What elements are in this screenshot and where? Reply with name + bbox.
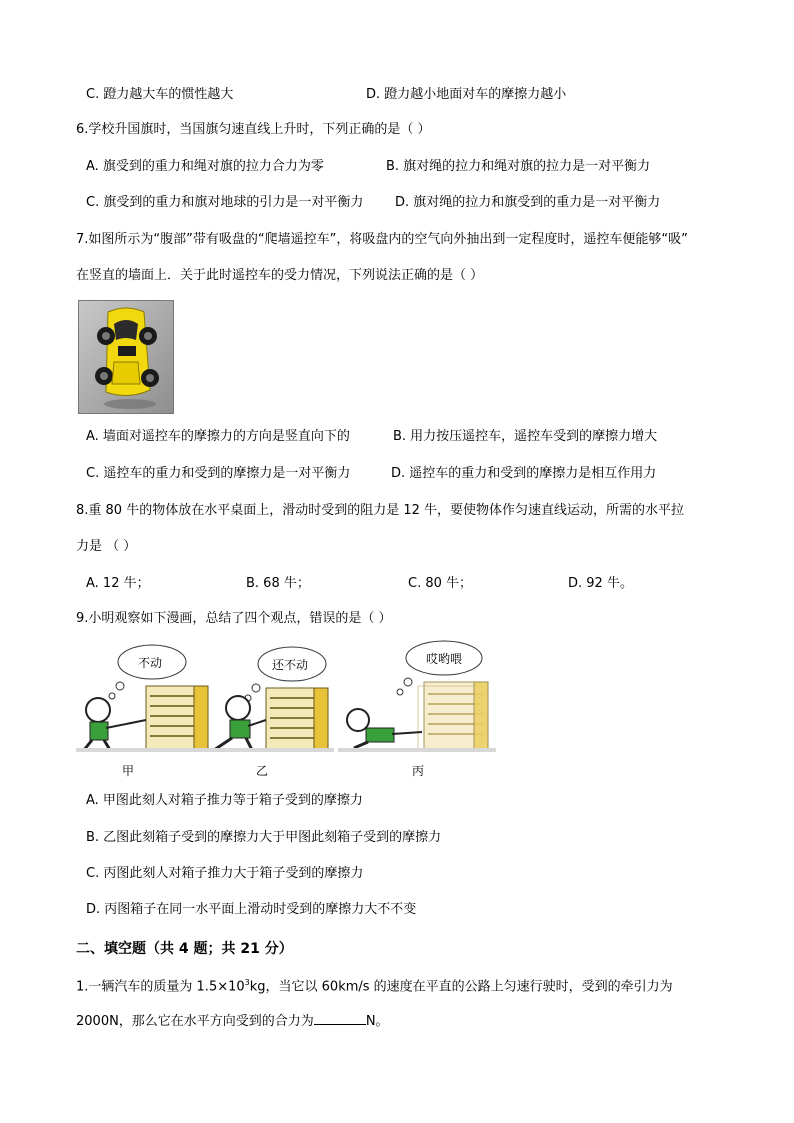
q8-option-a: A. 12 牛； <box>86 576 150 591</box>
fill-q1-exponent: 3 <box>244 978 250 987</box>
q9-option-b: B. 乙图此刻箱子受到的摩擦力大于甲图此刻箱子受到的摩擦力 <box>86 830 442 845</box>
q9-option-d: D. 丙图箱子在同一水平面上滑动时受到的摩擦力大不不变 <box>86 902 417 917</box>
q6-option-b: B. 旗对绳的拉力和绳对旗的拉力是一对平衡力 <box>386 159 651 174</box>
q9-stem: 9.小明观察如下漫画，总结了四个观点，错误的是（ ） <box>76 611 392 626</box>
q5-option-c: C. 蹬力越大车的惯性越大 <box>86 87 234 102</box>
q8-stem-line2: 力是 （ ） <box>76 539 137 554</box>
q5-option-d: D. 蹬力越小地面对车的摩擦力越小 <box>366 87 567 102</box>
q8-option-c: C. 80 牛； <box>408 576 473 591</box>
caption-jia: 甲 <box>122 764 135 778</box>
q8-stem-line1: 8.重 80 牛的物体放在水平桌面上，滑动时受到的阻力是 12 牛，要使物体作匀速直线运动，所需的水平拉 <box>76 503 685 518</box>
fill-q1-text-a: 1.一辆汽车的质量为 1.5×10 <box>76 979 245 995</box>
wall-climbing-car-image <box>78 300 174 414</box>
q6-option-c: C. 旗受到的重力和旗对地球的引力是一对平衡力 <box>86 195 364 210</box>
fill-q1-line2 <box>76 1012 389 1030</box>
fill-q1-text-c: 2000N，那么它在水平方向受到的合力为 <box>76 1014 314 1029</box>
q9-option-c: C. 丙图此刻人对箱子推力大于箱子受到的摩擦力 <box>86 866 364 881</box>
q6-option-a: A. 旗受到的重力和绳对旗的拉力合力为零 <box>86 159 324 174</box>
bubble-text-bing: 哎哟喂 <box>426 652 463 666</box>
caption-yi: 乙 <box>256 764 269 778</box>
section-2-title: 二、填空题（共 4 题；共 21 分） <box>76 941 293 957</box>
bubble-text-jia: 不动 <box>138 656 163 670</box>
q7-option-c: C. 遥控车的重力和受到的摩擦力是一对平衡力 <box>86 466 351 481</box>
q9-option-a: A. 甲图此刻人对箱子推力等于箱子受到的摩擦力 <box>86 793 363 808</box>
bubble-text-yi: 还不动 <box>272 658 309 672</box>
q7-stem-line2: 在竖直的墙面上．关于此时遥控车的受力情况，下列说法正确的是（ ） <box>76 268 484 283</box>
q8-option-b: B. 68 牛； <box>246 576 310 591</box>
q7-option-d: D. 遥控车的重力和受到的摩擦力是相互作用力 <box>391 466 657 481</box>
fill-q1-line1 <box>76 975 673 995</box>
q7-option-b: B. 用力按压遥控车，遥控车受到的摩擦力增大 <box>393 429 658 444</box>
fill-q1-blank[interactable] <box>314 1012 366 1025</box>
q6-option-d: D. 旗对绳的拉力和旗受到的重力是一对平衡力 <box>395 195 661 210</box>
q6-stem: 6.学校升国旗时，当国旗匀速直线上升时，下列正确的是（ ） <box>76 122 431 137</box>
fill-q1-text-b: kg，当它以 60km/s 的速度在平直的公路上匀速行驶时，受到的牵引力为 <box>249 979 673 995</box>
q7-stem-line1: 7.如图所示为“腹部”带有吸盘的“爬墙遥控车”，将吸盘内的空气向外抽出到一定程度时，遥控车便能够“吸” <box>76 232 688 247</box>
q7-option-a: A. 墙面对遥控车的摩擦力的方向是竖直向下的 <box>86 429 350 444</box>
caption-bing: 丙 <box>412 764 425 778</box>
q8-option-d: D. 92 牛。 <box>568 576 633 591</box>
fill-q1-text-d: N。 <box>365 1014 389 1029</box>
